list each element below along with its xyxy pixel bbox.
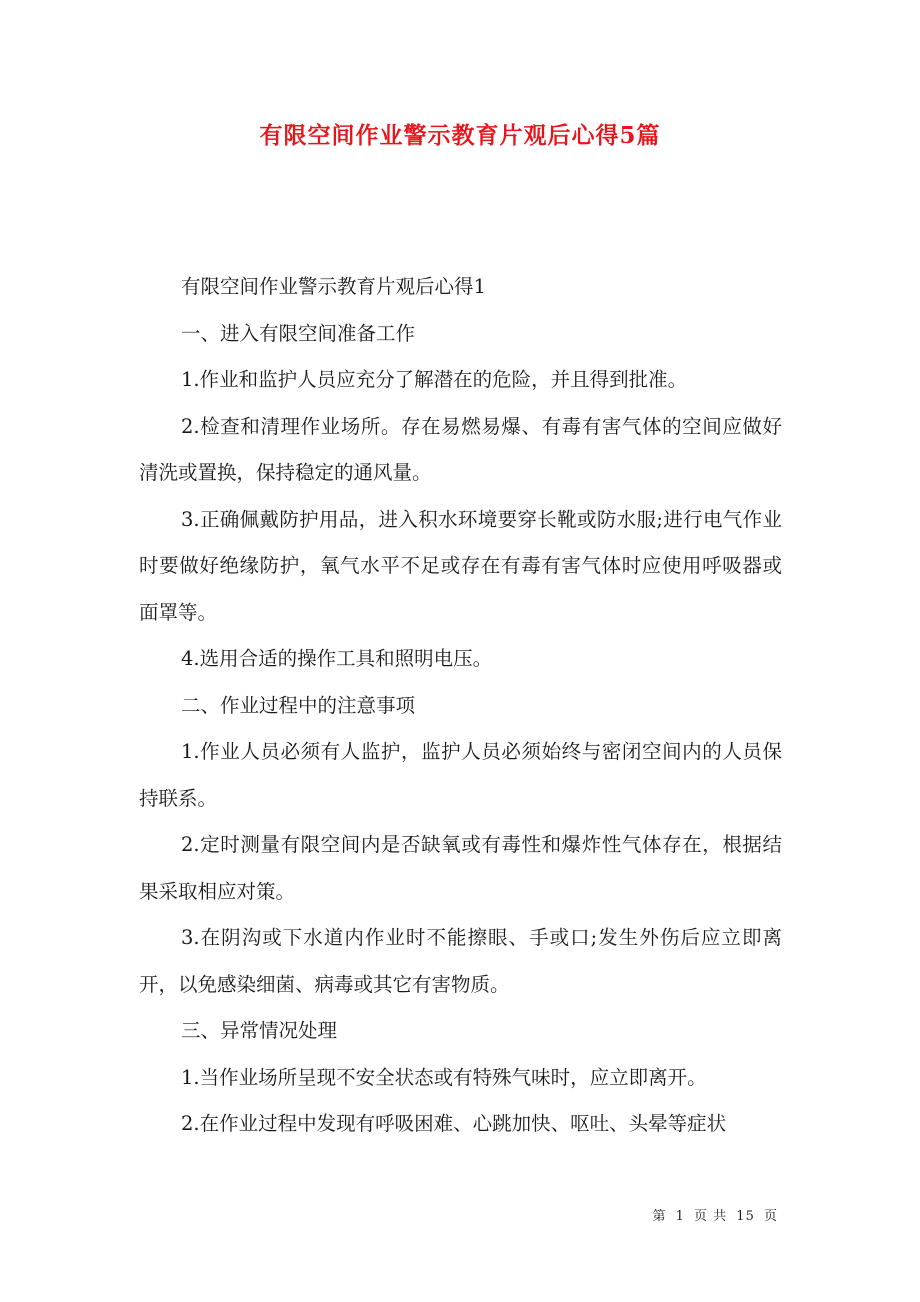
total-page-count: 15	[736, 1209, 755, 1224]
paragraph: 3.正确佩戴防护用品，进入积水环境要穿长靴或防水服;进行电气作业时要做好绝缘防护，氧气水平不足或存在有毒有害气体时应使用呼吸器或面罩等。	[139, 507, 782, 624]
page-number-footer	[650, 1208, 780, 1226]
paragraph: 3.在阴沟或下水道内作业时不能擦眼、手或口;发生外伤后应立即离开，以免感染细菌、病毒或其它有害物质。	[139, 926, 782, 996]
footer-prefix: 第	[652, 1209, 667, 1224]
footer-suffix: 页	[763, 1209, 778, 1224]
footer-middle: 页 共	[694, 1209, 728, 1224]
section-heading: 有限空间作业警示教育片观后心得1	[181, 275, 486, 298]
paragraph: 1.作业人员必须有人监护，监护人员必须始终与密闭空间内的人员保持联系。	[139, 740, 782, 810]
subsection-heading: 二、作业过程中的注意事项	[181, 693, 416, 717]
paragraph: 2.定时测量有限空间内是否缺氧或有毒性和爆炸性气体存在，根据结果采取相应对策。	[139, 833, 782, 903]
paragraph: 2.检查和清理作业场所。存在易燃易爆、有毒有害气体的空间应做好清洗或置换，保持稳定的通风量。	[139, 414, 782, 484]
subsection-heading: 三、异常情况处理	[181, 1019, 338, 1042]
paragraph: 1.当作业场所呈现不安全状态或有特殊气味时，应立即离开。	[181, 1065, 707, 1089]
document-title: 有限空间作业警示教育片观后心得5篇	[259, 122, 661, 149]
paragraph: 2.在作业过程中发现有呼吸困难、心跳加快、呕吐、头晕等症状	[181, 1112, 727, 1135]
paragraph: 1.作业和监护人员应充分了解潜在的危险，并且得到批准。	[181, 368, 688, 391]
document-body	[139, 264, 782, 1148]
paragraph: 4.选用合适的操作工具和照明电压。	[181, 647, 493, 670]
subsection-heading: 一、进入有限空间准备工作	[181, 321, 416, 345]
current-page-number: 1	[675, 1209, 685, 1224]
